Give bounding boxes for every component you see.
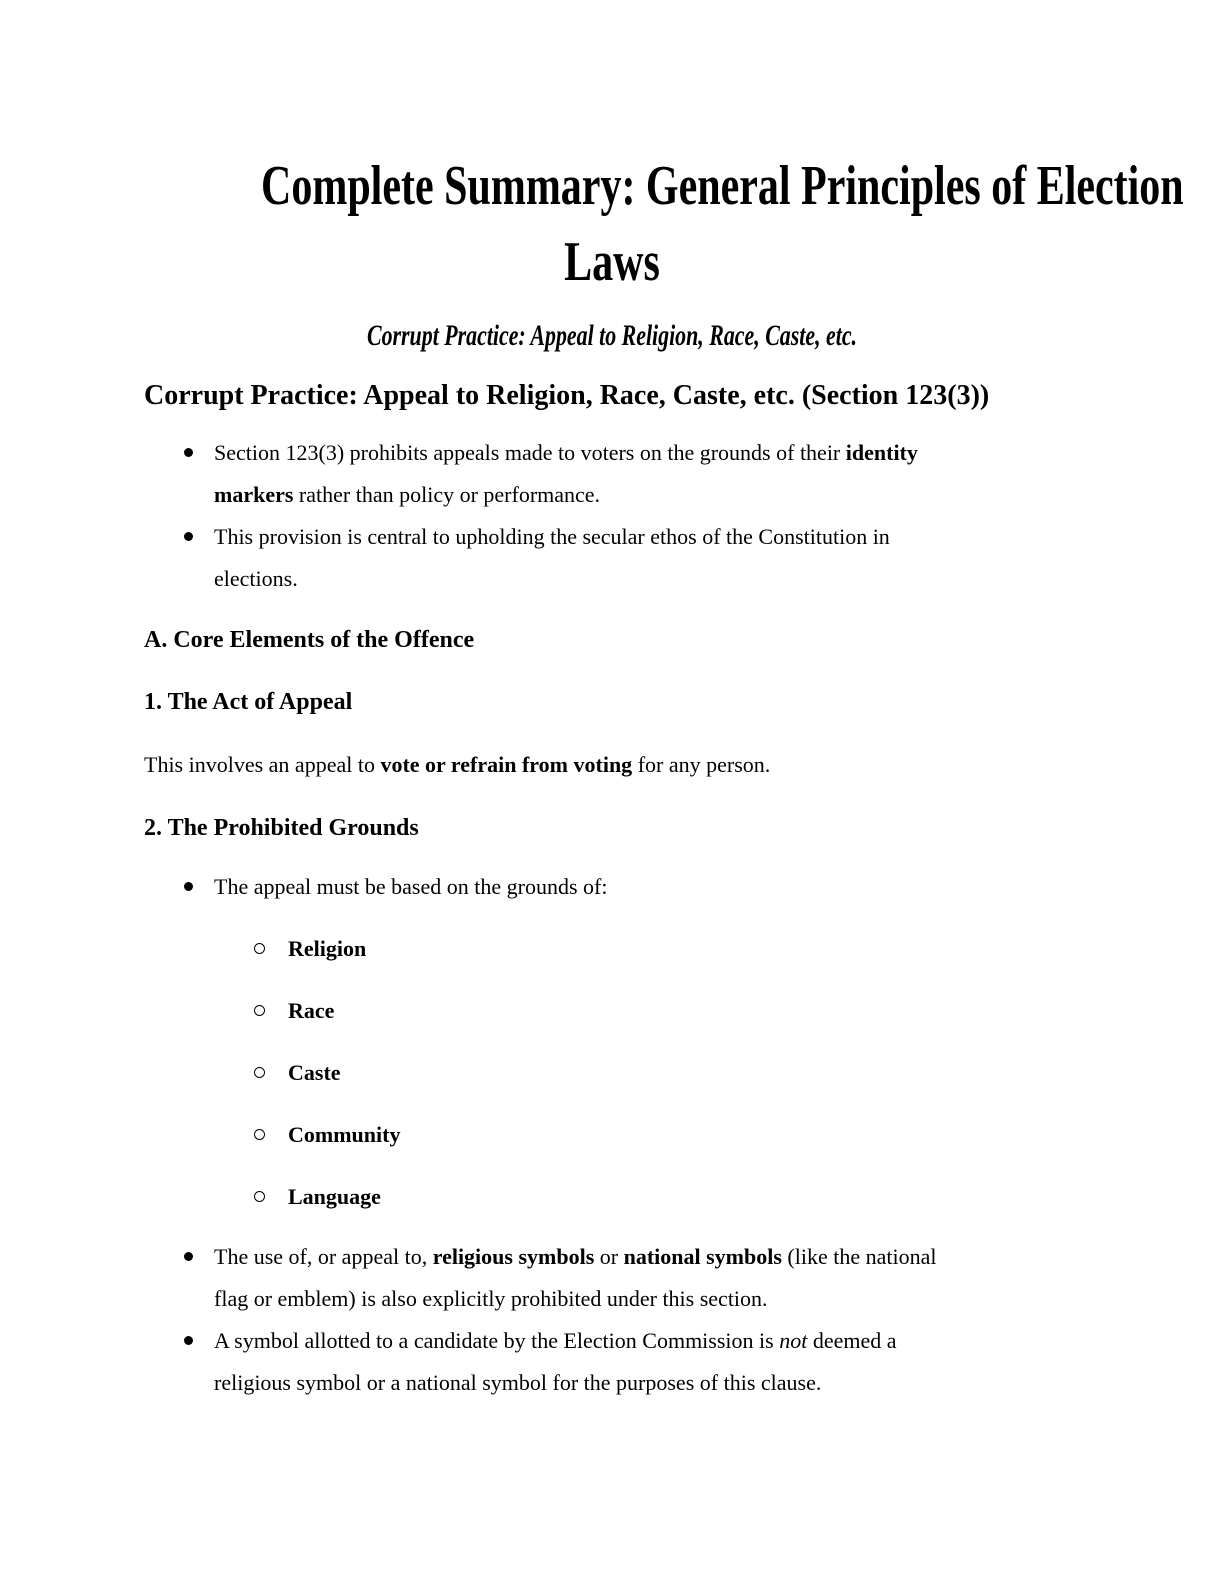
sub-list-item-text: Religion bbox=[288, 936, 367, 961]
list-item bbox=[144, 516, 1080, 600]
bullet-dot-icon bbox=[184, 448, 193, 457]
sub-list-item bbox=[144, 1176, 1080, 1218]
list-item bbox=[144, 1320, 1080, 1404]
act-paragraph: This involves an appeal to vote or refrain from voting for any person. bbox=[144, 752, 771, 777]
intro-bullet-list bbox=[144, 432, 1080, 600]
list-item-text: The appeal must be based on the grounds of: bbox=[214, 874, 608, 899]
list-item-text: This provision is central to upholding the secular ethos of the Constitution in elections. bbox=[214, 524, 890, 591]
bullet-dot-icon bbox=[184, 1336, 193, 1345]
sub-list-item-text: Community bbox=[288, 1122, 401, 1147]
document-title-line-1: Complete Summary: General Principles of Election bbox=[261, 155, 1184, 217]
bullet-dot-icon bbox=[184, 532, 193, 541]
bullet-circle-icon bbox=[254, 1005, 265, 1016]
bullet-dot-icon bbox=[184, 1252, 193, 1261]
bullet-circle-icon bbox=[254, 1191, 265, 1202]
heading-act-of-appeal: 1. The Act of Appeal bbox=[144, 689, 353, 715]
list-item-text: A symbol allotted to a candidate by the Election Commission is not deemed a religious symbol or a national symbol for the purposes of this clause. bbox=[214, 1328, 897, 1395]
list-item-text: Section 123(3) prohibits appeals made to voters on the grounds of their identity markers rather than policy or performance. bbox=[214, 440, 918, 507]
document-title-line-2: Laws bbox=[564, 231, 660, 293]
bullet-circle-icon bbox=[254, 1067, 265, 1078]
grounds-bullet-list bbox=[144, 866, 1080, 1404]
list-item bbox=[144, 1236, 1080, 1320]
document-title bbox=[144, 148, 1184, 300]
sub-list-item bbox=[144, 1052, 1080, 1094]
sub-list-item-text: Race bbox=[288, 998, 335, 1023]
bullet-dot-icon bbox=[184, 882, 193, 891]
list-item-text: The use of, or appeal to, religious symbols or national symbols (like the national flag or emblem) is also explicitly prohibited under this section. bbox=[214, 1244, 937, 1311]
list-item bbox=[144, 432, 1080, 516]
list-item bbox=[144, 866, 1080, 908]
bullet-circle-icon bbox=[254, 1129, 265, 1140]
section-heading: Corrupt Practice: Appeal to Religion, Race, Caste, etc. (Section 123(3)) bbox=[144, 380, 990, 411]
sub-list-item bbox=[144, 1114, 1080, 1156]
sub-list-item-text: Language bbox=[288, 1184, 381, 1209]
bullet-circle-icon bbox=[254, 943, 265, 954]
sub-list-item bbox=[144, 928, 1080, 970]
heading-prohibited-grounds: 2. The Prohibited Grounds bbox=[144, 815, 419, 841]
sub-list-item-text: Caste bbox=[288, 1060, 341, 1085]
sub-list-item bbox=[144, 990, 1080, 1032]
heading-core-elements: A. Core Elements of the Offence bbox=[144, 627, 475, 653]
document-subtitle: Corrupt Practice: Appeal to Religion, Race, Caste, etc. bbox=[366, 319, 858, 352]
